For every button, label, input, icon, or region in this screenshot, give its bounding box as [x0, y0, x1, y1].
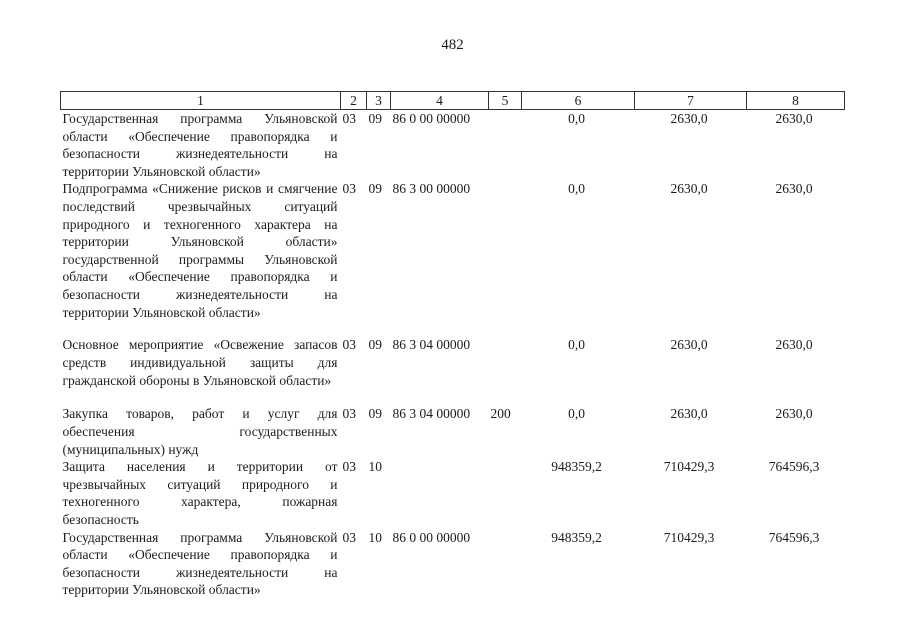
row-expense-type	[489, 110, 522, 181]
row-value-1: 0,0	[568, 181, 585, 197]
col-header-5: 5	[489, 92, 522, 110]
row-subsection: 09	[368, 406, 382, 422]
row-value-1: 0,0	[568, 406, 585, 422]
row-value-2: 710429,3	[663, 459, 715, 475]
row-value-3: 2630,0	[775, 406, 813, 422]
row-value-1: 948359,2	[551, 459, 602, 475]
row-value-3: 764596,3	[768, 459, 820, 475]
table-row	[61, 336, 845, 405]
row-value-2: 2630,0	[670, 181, 708, 197]
row-value-2: 710429,3	[663, 529, 715, 545]
row-subsection: 09	[368, 337, 382, 353]
row-target-article: 86 3 04 00000	[392, 406, 471, 422]
row-section: 03	[342, 529, 356, 545]
row-name: Закупка товаров, работ и услуг для обеспечения государственных (муниципальных) нужд	[62, 406, 338, 457]
row-target-article: 86 3 04 00000	[392, 337, 471, 353]
row-subsection: 09	[368, 111, 382, 126]
row-subsection: 10	[368, 459, 382, 475]
row-name: Подпрограмма «Снижение рисков и смягчение последствий чрезвычайных ситуаций природного и техногенного характера на территории Ульяновской области» государственной программы Ульяновской области «Обеспечение правопорядка и безопасности жизнедеятельности на территории Ульяновской области»	[62, 181, 338, 320]
row-value-2: 2630,0	[670, 406, 708, 422]
header-row	[61, 92, 845, 110]
table-row	[61, 529, 845, 599]
table-row	[61, 405, 845, 458]
col-header-6: 6	[522, 92, 635, 110]
row-value-1: 0,0	[568, 337, 585, 353]
table-row	[61, 110, 845, 181]
row-section: 03	[342, 459, 356, 475]
row-target-article: 86 3 00 00000	[392, 181, 471, 197]
row-name: Основное мероприятие «Освежение запасов средств индивидуальной защиты для гражданской обороны в Ульяновской области»	[62, 337, 338, 388]
col-header-7: 7	[635, 92, 747, 110]
table-row	[61, 180, 845, 336]
row-subsection: 10	[368, 529, 382, 545]
col-header-4: 4	[391, 92, 489, 110]
row-section: 03	[342, 181, 356, 197]
row-value-2: 2630,0	[670, 111, 708, 126]
row-value-2: 2630,0	[670, 337, 708, 353]
row-target-article: 86 0 00 00000	[392, 529, 471, 545]
row-name: Защита населения и территории от чрезвычайных ситуаций природного и техногенного характера, пожарная безопасность	[62, 459, 338, 527]
table-row	[61, 458, 845, 528]
table-body	[61, 110, 845, 599]
row-name: Государственная программа Ульяновской области «Обеспечение правопорядка и безопасности жизнедеятельности на территории Ульяновской области»	[62, 529, 338, 598]
row-expense-type	[489, 180, 522, 336]
row-expense-type	[489, 529, 522, 599]
row-target-article: 86 0 00 00000	[392, 111, 471, 126]
col-header-1: 1	[61, 92, 341, 110]
row-section: 03	[342, 111, 356, 126]
row-value-3: 2630,0	[775, 111, 813, 126]
table-header	[61, 92, 845, 110]
row-expense-type: 200	[490, 406, 511, 422]
col-header-2: 2	[341, 92, 367, 110]
row-name: Государственная программа Ульяновской области «Обеспечение правопорядка и безопасности жизнедеятельности на территории Ульяновской области»	[62, 111, 338, 179]
row-value-3: 2630,0	[775, 337, 813, 353]
row-value-3: 2630,0	[775, 181, 813, 197]
row-section: 03	[342, 406, 356, 422]
row-target-article	[391, 458, 489, 528]
page-number: 482	[441, 37, 464, 53]
row-expense-type	[489, 458, 522, 528]
col-header-3: 3	[367, 92, 391, 110]
row-value-1: 0,0	[568, 111, 585, 126]
row-section: 03	[342, 337, 356, 353]
row-subsection: 09	[368, 181, 382, 197]
col-header-8: 8	[747, 92, 845, 110]
row-value-3: 764596,3	[768, 529, 820, 545]
row-value-1: 948359,2	[551, 529, 602, 545]
budget-table	[60, 91, 845, 599]
row-expense-type	[489, 336, 522, 405]
